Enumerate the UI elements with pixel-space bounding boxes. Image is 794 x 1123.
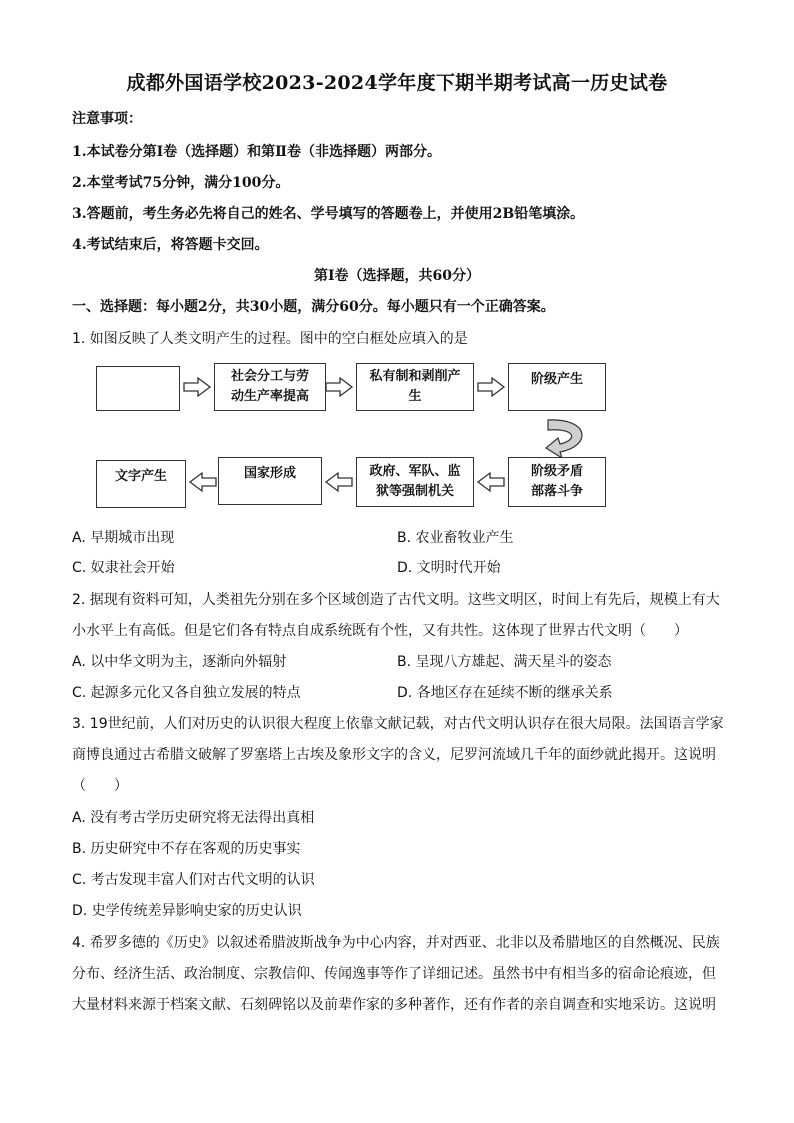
question-3-line-2: 商博良通过古希腊文破解了罗塞塔上古埃及象形文字的含义，尼罗河流域几千年的面纱就此揭开。这说明: [72, 747, 716, 763]
exam-title: 成都外国语学校2023-2024学年度下期半期考试高一历史试卷: [126, 72, 668, 94]
q3-option-a[interactable]: A. 没有考古学历史研究将无法得出真相: [72, 810, 315, 826]
flow-box-classes-emerge: 阶级产生: [508, 363, 606, 411]
q1-option-c[interactable]: C. 奴隶社会开始: [72, 560, 175, 576]
question-4-line-3: 大量材料来源于档案文献、石刻碑铭以及前辈作家的多种著作，还有作者的亲自调查和实地采访。这说明: [72, 997, 716, 1013]
notice-item-2: 2.本堂考试75分钟，满分100分。: [72, 175, 290, 191]
arrow-left-2: [326, 473, 352, 491]
section-title: 第Ⅰ卷（选择题，共60分）: [313, 268, 481, 284]
question-2-line-1: 2. 据现有资料可知，人类祖先分别在多个区域创造了古代文明。这些文明区，时间上有先后，规模上有大: [72, 592, 720, 608]
q1-option-d[interactable]: D. 文明时代开始: [397, 560, 501, 576]
notice-heading: 注意事项：: [72, 111, 142, 127]
question-3-line-1: 3. 19世纪前，人们对历史的认识很大程度上依靠文献记载，对古代文明认识存在很大局限。法国语言学家: [72, 716, 724, 732]
flow-box-blank: [96, 366, 180, 411]
flow-box-writing-emerges: 文字产生: [96, 460, 186, 508]
flow-box-coercive-organs: 政府、军队、监 狱等强制机关: [356, 457, 474, 507]
q1-option-b[interactable]: B. 农业畜牧业产生: [397, 530, 514, 546]
q2-option-d[interactable]: D. 各地区存在延续不断的继承关系: [397, 685, 613, 701]
question-4-line-2: 分布、经济生活、政治制度、宗教信仰、传闻逸事等作了详细记述。虽然书中有相当多的宿命论痕迹，但: [72, 966, 716, 982]
arrow-left-3: [190, 473, 216, 491]
question-4-line-1: 4. 希罗多德的《历史》以叙述希腊波斯战争为中心内容，并对西亚、北非以及希腊地区的自然概况、民族: [72, 935, 720, 951]
q3-option-b[interactable]: B. 历史研究中不存在客观的历史事实: [72, 841, 301, 857]
notice-item-1: 1.本试卷分第Ⅰ卷（选择题）和第Ⅱ卷（非选择题）两部分。: [72, 144, 441, 160]
q2-option-c[interactable]: C. 起源多元化又各自独立发展的特点: [72, 685, 301, 701]
q3-option-c[interactable]: C. 考古发现丰富人们对古代文明的认识: [72, 872, 315, 888]
q1-option-a[interactable]: A. 早期城市出现: [72, 530, 175, 546]
q3-option-d[interactable]: D. 史学传统差异影响史家的历史认识: [72, 903, 302, 919]
arrow-right-2: [326, 378, 352, 396]
notice-item-3: 3.答题前，考生务必先将自己的姓名、学号填写的答题卷上，并使用2B铅笔填涂。: [72, 206, 585, 222]
question-2-line-2: 小水平上有高低。但是它们各有特点自成系统既有个性，又有共性。这体现了世界古代文明（ ）: [72, 623, 688, 639]
question-3-line-3: （ ）: [72, 778, 128, 794]
flow-box-class-conflict: 阶级矛盾 部落斗争: [508, 457, 606, 507]
curved-down-arrow: [546, 420, 582, 458]
question-1-stem: 1. 如图反映了人类文明产生的过程。图中的空白框处应填入的是: [72, 331, 468, 347]
arrow-left-1: [478, 473, 504, 491]
arrow-right-3: [478, 378, 504, 396]
flow-box-division-of-labor: 社会分工与劳 动生产率提高: [214, 363, 326, 411]
q2-option-a[interactable]: A. 以中华文明为主，逐渐向外辐射: [72, 654, 287, 670]
arrow-right-1: [184, 378, 210, 396]
q2-option-b[interactable]: B. 呈现八方雄起、满天星斗的姿态: [397, 654, 612, 670]
flow-box-state-formed: 国家形成: [218, 457, 322, 505]
notice-item-4: 4.考试结束后，将答题卡交回。: [72, 237, 269, 253]
section-instruction: 一、选择题：每小题2分，共30小题，满分60分。每小题只有一个正确答案。: [72, 299, 555, 315]
flow-box-private-ownership: 私有制和剥削产 生: [356, 363, 474, 411]
